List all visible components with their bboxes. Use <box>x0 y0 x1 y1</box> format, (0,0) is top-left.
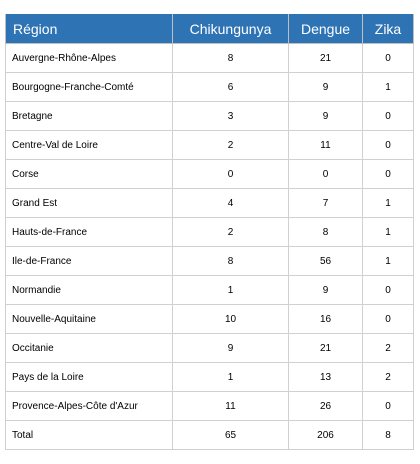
cell-chikungunya: 8 <box>173 247 289 276</box>
cell-dengue: 26 <box>289 392 363 421</box>
table-row <box>6 218 414 247</box>
cell-dengue: 9 <box>289 276 363 305</box>
cell-chikungunya: 1 <box>173 363 289 392</box>
cell-region: Bretagne <box>6 102 173 131</box>
cell-dengue: 9 <box>289 102 363 131</box>
table-row <box>6 44 414 73</box>
cell-region: Corse <box>6 160 173 189</box>
cell-dengue: 8 <box>289 218 363 247</box>
table-body <box>6 44 414 450</box>
cell-zika: 0 <box>363 160 414 189</box>
table-row <box>6 189 414 218</box>
cell-chikungunya: 9 <box>173 334 289 363</box>
table-row <box>6 247 414 276</box>
table-row <box>6 305 414 334</box>
cell-zika: 0 <box>363 305 414 334</box>
cell-region: Pays de la Loire <box>6 363 173 392</box>
cell-chikungunya: 4 <box>173 189 289 218</box>
cell-dengue: 9 <box>289 73 363 102</box>
column-header-zika: Zika <box>363 14 414 44</box>
cell-zika: 0 <box>363 44 414 73</box>
cell-chikungunya: 11 <box>173 392 289 421</box>
cell-chikungunya: 0 <box>173 160 289 189</box>
cell-region: Ile-de-France <box>6 247 173 276</box>
cell-zika: 0 <box>363 102 414 131</box>
cell-chikungunya: 2 <box>173 218 289 247</box>
cell-dengue: 21 <box>289 44 363 73</box>
cell-region: Centre-Val de Loire <box>6 131 173 160</box>
data-table-container <box>5 14 413 450</box>
column-header-chikungunya: Chikungunya <box>173 14 289 44</box>
cell-chikungunya: 8 <box>173 44 289 73</box>
cell-dengue: 21 <box>289 334 363 363</box>
cell-region: Total <box>6 421 173 450</box>
cell-region: Occitanie <box>6 334 173 363</box>
cell-zika: 8 <box>363 421 414 450</box>
cell-region: Bourgogne-Franche-Comté <box>6 73 173 102</box>
cell-zika: 0 <box>363 276 414 305</box>
cell-dengue: 206 <box>289 421 363 450</box>
column-header-region: Région <box>6 14 173 44</box>
cell-zika: 1 <box>363 247 414 276</box>
cell-dengue: 13 <box>289 363 363 392</box>
cell-zika: 0 <box>363 131 414 160</box>
cell-dengue: 11 <box>289 131 363 160</box>
cell-chikungunya: 65 <box>173 421 289 450</box>
column-header-dengue: Dengue <box>289 14 363 44</box>
cell-dengue: 16 <box>289 305 363 334</box>
cell-chikungunya: 6 <box>173 73 289 102</box>
cell-chikungunya: 2 <box>173 131 289 160</box>
cell-region: Auvergne-Rhône-Alpes <box>6 44 173 73</box>
cell-chikungunya: 1 <box>173 276 289 305</box>
cell-chikungunya: 3 <box>173 102 289 131</box>
table-row <box>6 392 414 421</box>
cell-zika: 2 <box>363 334 414 363</box>
cell-region: Provence-Alpes-Côte d'Azur <box>6 392 173 421</box>
table-row <box>6 334 414 363</box>
table-header <box>6 14 414 44</box>
cell-dengue: 0 <box>289 160 363 189</box>
table-row <box>6 102 414 131</box>
table-row <box>6 131 414 160</box>
header-row <box>6 14 414 44</box>
cases-table <box>5 14 414 450</box>
table-row <box>6 363 414 392</box>
cell-zika: 1 <box>363 73 414 102</box>
cell-zika: 1 <box>363 218 414 247</box>
cell-region: Grand Est <box>6 189 173 218</box>
cell-zika: 0 <box>363 392 414 421</box>
table-row <box>6 160 414 189</box>
cell-chikungunya: 10 <box>173 305 289 334</box>
cell-zika: 1 <box>363 189 414 218</box>
total-row <box>6 421 414 450</box>
table-row <box>6 73 414 102</box>
cell-region: Hauts-de-France <box>6 218 173 247</box>
table-row <box>6 276 414 305</box>
cell-region: Nouvelle-Aquitaine <box>6 305 173 334</box>
cell-zika: 2 <box>363 363 414 392</box>
cell-region: Normandie <box>6 276 173 305</box>
cell-dengue: 7 <box>289 189 363 218</box>
cell-dengue: 56 <box>289 247 363 276</box>
